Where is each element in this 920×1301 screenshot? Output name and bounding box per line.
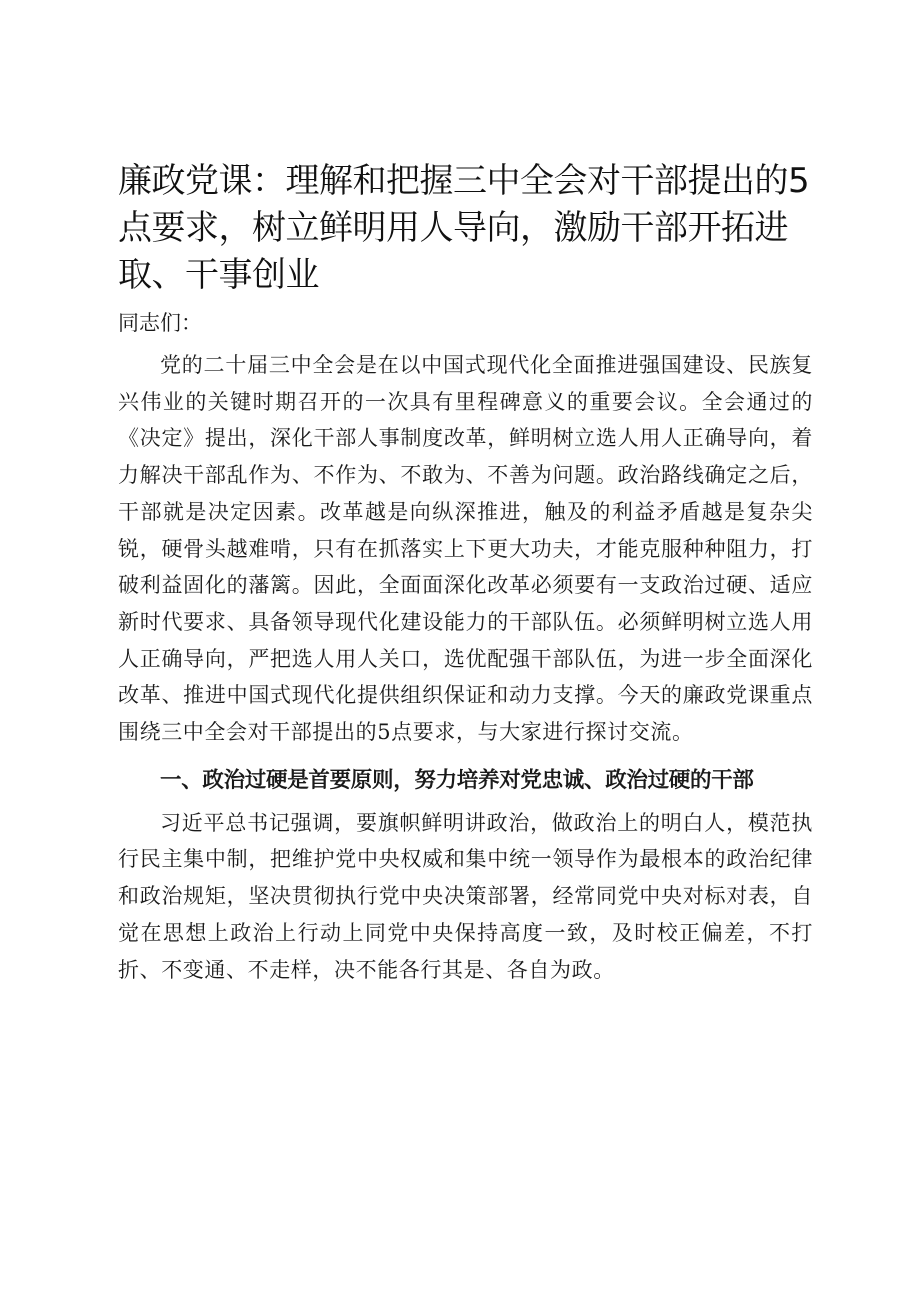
section-heading-1: 一、政治过硬是首要原则，努力培养对党忠诚、政治过硬的干部: [160, 767, 754, 793]
intro-paragraph: 党的二十届三中全会是在以中国式现代化全面推进强国建设、民族复兴伟业的关键时期召开的一次具有里程碑意义的重要会议。全会通过的《决定》提出，深化干部人事制度改革，鲜明树立选人用人正确导向，着力解决干部乱作为、不作为、不敢为、不善为问题。政治路线确定之后，干部就是决定因素。改革越是向纵深推进，触及的利益矛盾越是复杂尖锐，硬骨头越难啃，只有在抓落实上下更大功夫，才能克服种种阻力，打破利益固化的藩篱。因此，全面面深化改革必须要有一支政治过硬、适应新时代要求、具备领导现代化建设能力的干部队伍。必须鲜明树立选人用人正确导向，严把选人用人关口，选优配强干部队伍，为进一步全面深化改革、推进中国式现代化提供组织保证和动力支撑。今天的廉政党课重点围绕三中全会对干部提出的5点要求，与大家进行探讨交流。: [118, 353, 813, 745]
document-title: 廉政党课：理解和把握三中全会对干部提出的5点要求，树立鲜明用人导向，激励干部开拓进取、干事创业: [118, 161, 810, 295]
document-body: [118, 158, 813, 988]
section-paragraph-1: 习近平总书记强调，要旗帜鲜明讲政治，做政治上的明白人，模范执行民主集中制，把维护党中央权威和集中统一领导作为最根本的政治纪律和政治规矩，坚决贯彻执行党中央决策部署，经常同党中央对标对表，自觉在思想上政治上行动上同党中央保持高度一致，及时校正偏差，不打折、不变通、不走样，决不能各行其是、各自为政。: [118, 810, 813, 982]
salutation: 同志们：: [118, 311, 202, 335]
